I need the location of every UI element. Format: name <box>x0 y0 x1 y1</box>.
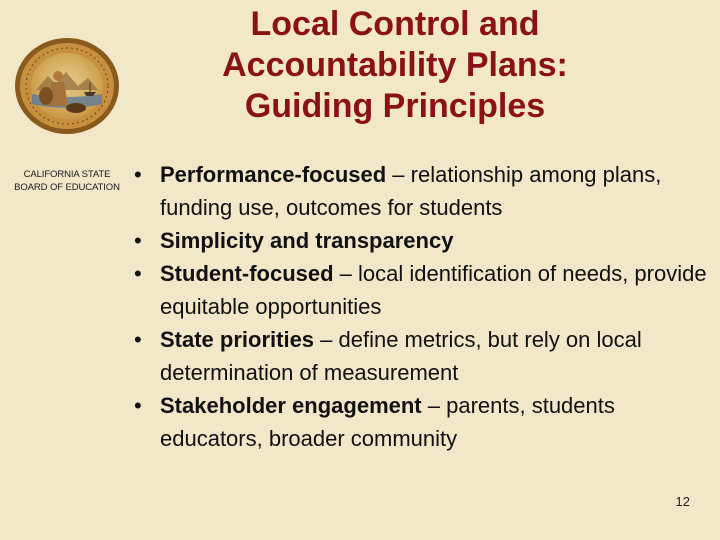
title-line-1: Local Control and <box>250 5 540 43</box>
bullet-bold: Simplicity and transparency <box>160 228 454 253</box>
bullet-text: – local identification of needs, provide equitable opportunities <box>160 261 707 319</box>
bullet-bold: Performance-focused <box>160 162 387 187</box>
title-line-3: Guiding Principles <box>244 87 546 125</box>
page-number: 12 <box>675 494 690 509</box>
bullet-bold: Stakeholder engagement <box>160 393 422 418</box>
bullet-item <box>128 323 708 389</box>
bullet-text: – relationship among plans, funding use, outcomes for students <box>160 162 662 220</box>
bullet-text: – parents, students educators, broader community <box>160 393 615 451</box>
title-line-2: Accountability Plans: <box>222 46 568 84</box>
bullet-item <box>128 389 708 455</box>
bullet-dot: • <box>134 393 142 418</box>
bullet-item <box>128 257 708 323</box>
slide-title <box>160 4 630 127</box>
bullet-dot: • <box>134 162 142 187</box>
org-line-2: BOARD OF EDUCATION <box>14 182 120 193</box>
bullet-bold: Student-focused <box>160 261 334 286</box>
bullet-list <box>128 158 708 455</box>
organization-name <box>8 168 126 194</box>
california-state-seal-icon <box>8 34 126 138</box>
bullet-bold: State priorities <box>160 327 315 352</box>
bullet-dot: • <box>134 261 142 286</box>
bullet-item <box>128 158 708 224</box>
org-line-1: CALIFORNIA STATE <box>23 169 111 180</box>
bullet-dot: • <box>134 327 142 352</box>
bullet-item <box>128 224 708 257</box>
bullet-dot: • <box>134 228 142 253</box>
bullet-text: – define metrics, but rely on local determination of measurement <box>160 327 642 385</box>
